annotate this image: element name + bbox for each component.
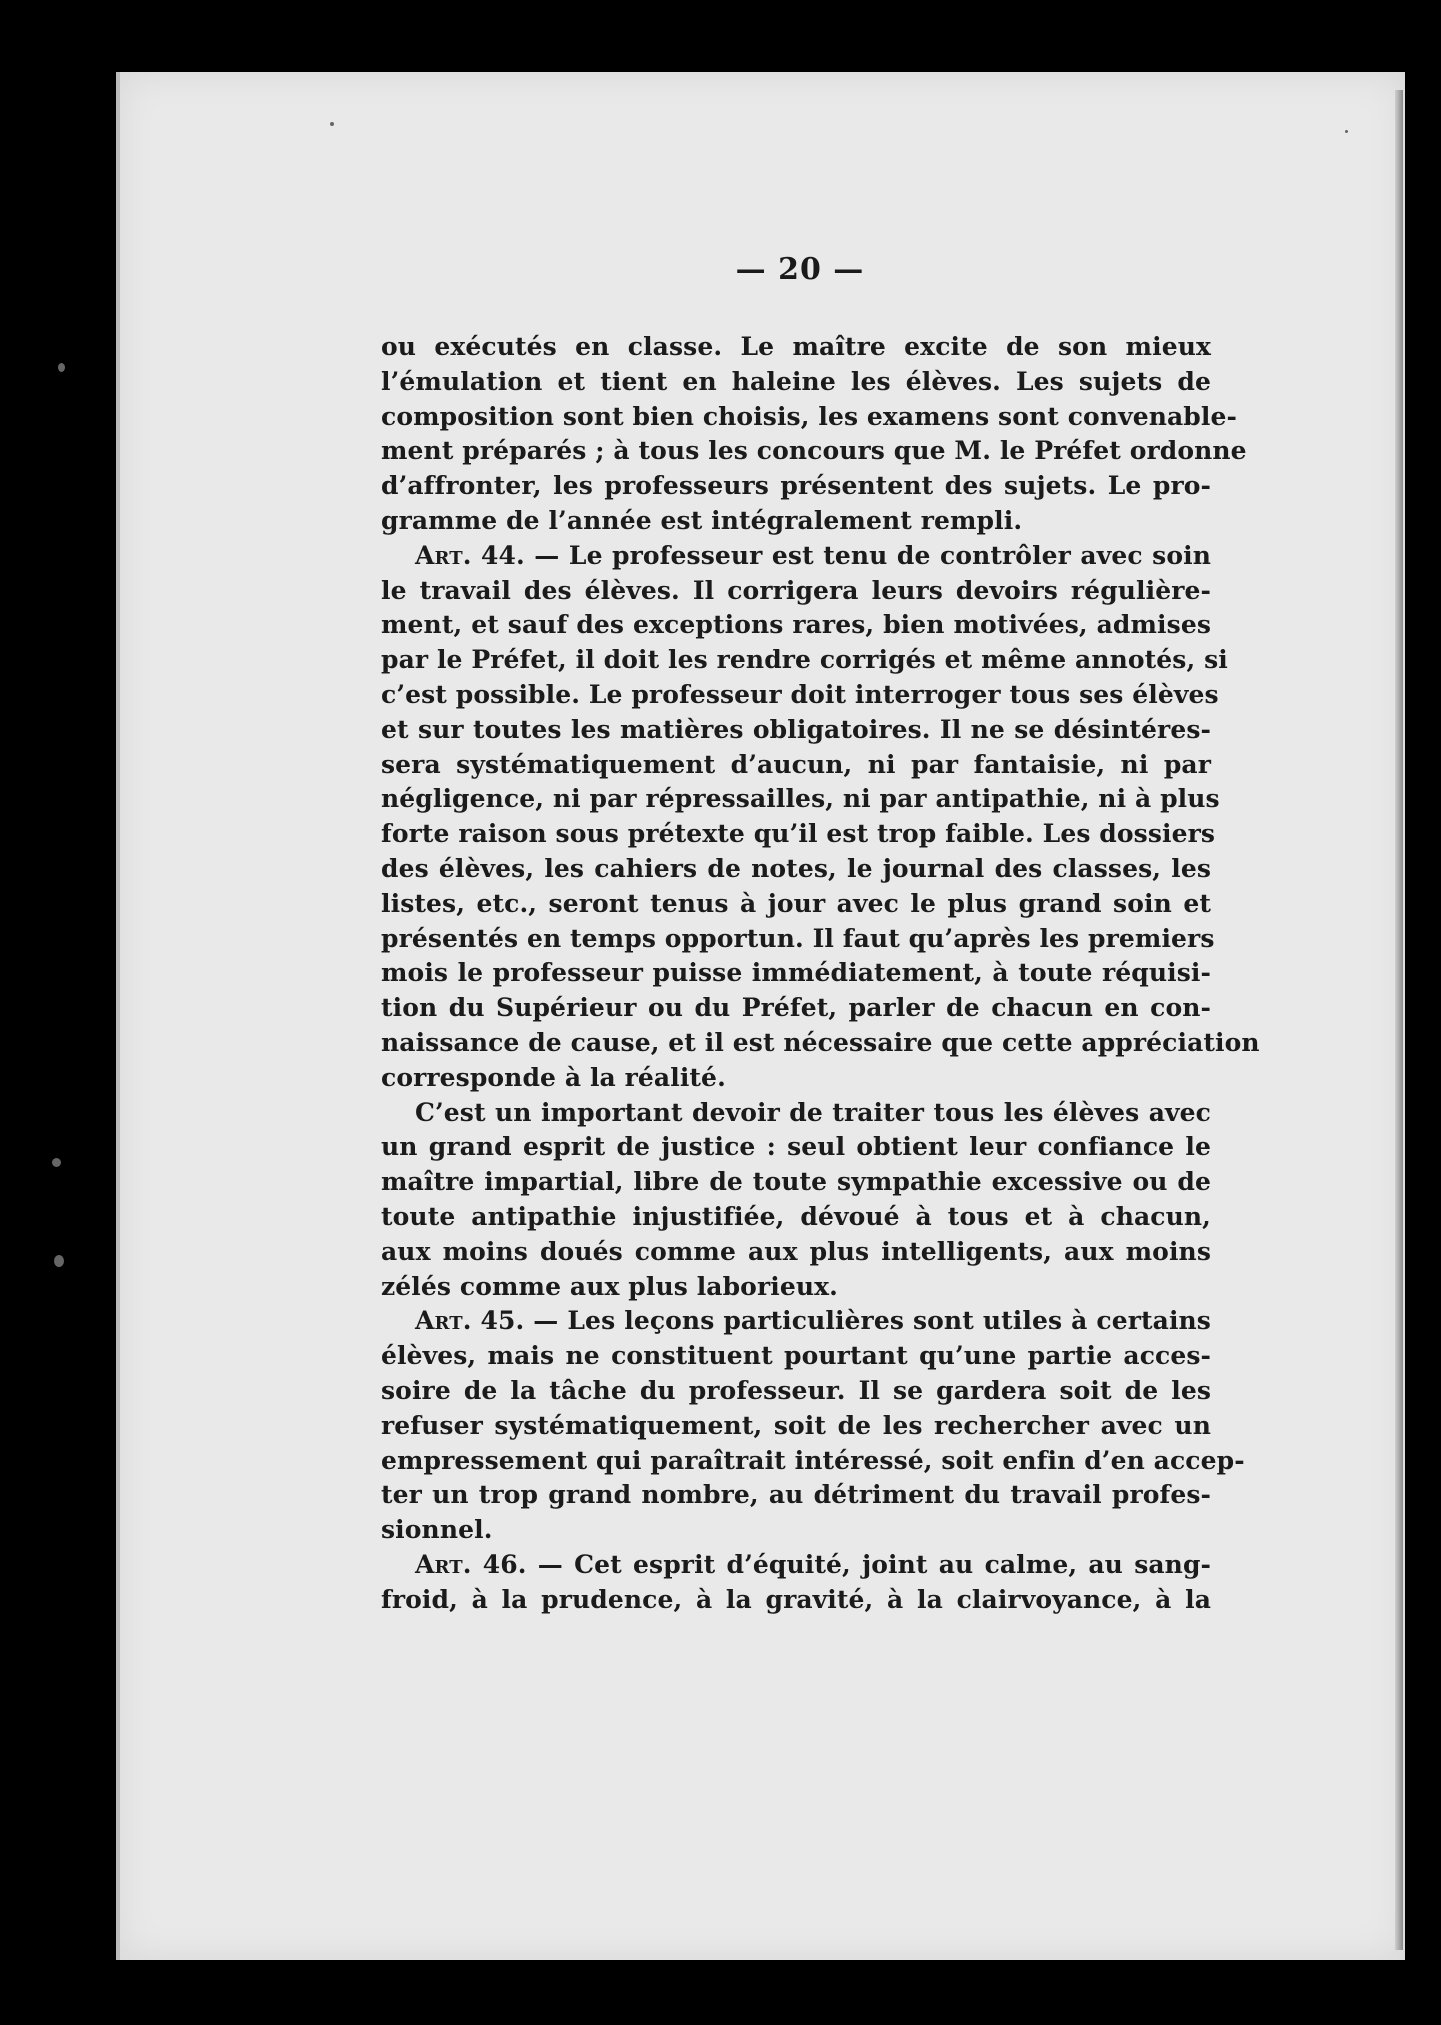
- line-text: sionnel.: [381, 1515, 493, 1545]
- line-text: toute antipathie injustifiée, dévoué à tous et à chacun,: [381, 1201, 1211, 1231]
- page-left-edge: [116, 72, 120, 1960]
- line-text: d’affronter, les professeurs présentent des sujets. Le pro-: [381, 471, 1211, 501]
- text-line: [381, 1548, 1211, 1583]
- text-line: [381, 365, 1211, 400]
- text-line: [381, 1583, 1211, 1618]
- line-text: ou exécutés en classe. Le maître excite de son mieux: [381, 332, 1211, 361]
- text-line: [381, 1270, 1211, 1305]
- article-label: Art.: [415, 540, 472, 570]
- line-text: et sur toutes les matières obligatoires. Il ne se désintéres-: [381, 714, 1211, 744]
- line-text: corresponde à la réalité.: [381, 1062, 726, 1092]
- text-line: [381, 1409, 1211, 1444]
- text-line: [381, 434, 1247, 469]
- text-line: [381, 1061, 1211, 1096]
- scan-speck: [1345, 130, 1348, 133]
- text-line: [381, 678, 1219, 713]
- text-line: [381, 1478, 1211, 1513]
- scan-speck: [54, 1255, 64, 1267]
- text-line: [381, 782, 1220, 817]
- text-line: [381, 1200, 1211, 1235]
- text-line: [381, 1444, 1245, 1479]
- line-text: listes, etc., seront tenus à jour avec le plus grand soin et: [381, 888, 1211, 918]
- text-line: [381, 1235, 1211, 1270]
- line-text: c’est possible. Le professeur doit interroger tous ses élèves: [381, 679, 1219, 709]
- text-line: [381, 1165, 1211, 1200]
- body-text: [381, 330, 1260, 1617]
- line-text: l’émulation et tient en haleine les élèves. Les sujets de: [381, 366, 1211, 396]
- text-line: [381, 852, 1211, 887]
- line-text: tion du Supérieur ou du Préfet, parler de chacun en con-: [381, 993, 1211, 1023]
- text-line: [381, 400, 1237, 435]
- line-text: soire de la tâche du professeur. Il se gardera soit de les: [381, 1375, 1211, 1405]
- line-text: mois le professeur puisse immédiatement, à toute réquisi-: [381, 958, 1211, 988]
- line-text: naissance de cause, et il est nécessaire que cette appréciation: [381, 1027, 1260, 1057]
- line-text: 45. — Les leçons particulières sont utiles à certains: [471, 1306, 1211, 1336]
- line-text: C’est un important devoir de traiter tous les élèves avec: [415, 1097, 1211, 1127]
- text-line: [381, 1096, 1211, 1131]
- article-label: Art.: [415, 1549, 472, 1579]
- text-line: [381, 1304, 1211, 1339]
- text-line: [381, 1339, 1211, 1374]
- line-text: composition sont bien choisis, les examens sont convenable-: [381, 401, 1237, 431]
- line-text: sera systématiquement d’aucun, ni par fantaisie, ni par: [381, 749, 1211, 779]
- text-line: [381, 956, 1211, 991]
- line-text: élèves, mais ne constituent pourtant qu’une partie acces-: [381, 1341, 1211, 1371]
- line-text: ter un trop grand nombre, au détriment du travail profes-: [381, 1480, 1211, 1510]
- line-text: empressement qui paraîtrait intéressé, soit enfin d’en accep-: [381, 1445, 1245, 1475]
- line-text: gramme de l’année est intégralement rempli.: [381, 505, 1023, 535]
- page-number: — 20 —: [735, 252, 865, 287]
- scan-speck: [52, 1158, 61, 1167]
- line-text: négligence, ni par répressailles, ni par antipathie, ni à plus: [381, 784, 1220, 814]
- text-line: [381, 643, 1228, 678]
- text-line: [381, 887, 1211, 922]
- line-text: froid, à la prudence, à la gravité, à la clairvoyance, à la: [381, 1584, 1211, 1614]
- text-line: [381, 608, 1211, 643]
- line-text: maître impartial, libre de toute sympathie excessive ou de: [381, 1167, 1211, 1197]
- text-line: [381, 504, 1211, 539]
- scan-speck: [58, 363, 65, 372]
- text-line: [381, 817, 1216, 852]
- text-line: [381, 539, 1211, 574]
- line-text: aux moins doués comme aux plus intelligents, aux moins: [381, 1236, 1211, 1266]
- line-text: refuser systématiquement, soit de les rechercher avec un: [381, 1410, 1211, 1440]
- line-text: ment, et sauf des exceptions rares, bien motivées, admises: [381, 610, 1211, 640]
- text-line: [381, 922, 1215, 957]
- text-line: [381, 574, 1211, 609]
- page-right-edge: [1395, 90, 1403, 1950]
- text-line: [381, 469, 1211, 504]
- line-text: zélés comme aux plus laborieux.: [381, 1271, 838, 1301]
- line-text: 44. — Le professeur est tenu de contrôler avec soin: [471, 540, 1211, 570]
- text-line: [381, 1026, 1260, 1061]
- line-text: un grand esprit de justice : seul obtient leur confiance le: [381, 1132, 1211, 1162]
- scan-speck: [330, 122, 334, 126]
- line-text: par le Préfet, il doit les rendre corrigés et même annotés, si: [381, 645, 1228, 675]
- text-line: [381, 991, 1211, 1026]
- line-text: forte raison sous prétexte qu’il est trop faible. Les dossiers: [381, 819, 1216, 849]
- text-line: [381, 1130, 1211, 1165]
- line-text: le travail des élèves. Il corrigera leurs devoirs régulière-: [381, 575, 1211, 605]
- line-text: 46. — Cet esprit d’équité, joint au calme, au sang-: [471, 1549, 1211, 1579]
- text-line: [381, 748, 1211, 783]
- line-text: ment préparés ; à tous les concours que M. le Préfet ordonne: [381, 436, 1247, 466]
- text-line: [381, 1374, 1211, 1409]
- line-text: des élèves, les cahiers de notes, le journal des classes, les: [381, 853, 1211, 883]
- text-line: [381, 713, 1211, 748]
- text-line: [381, 330, 1211, 365]
- text-line: [381, 1513, 1211, 1548]
- article-label: Art.: [415, 1306, 472, 1336]
- line-text: présentés en temps opportun. Il faut qu’après les premiers: [381, 923, 1215, 953]
